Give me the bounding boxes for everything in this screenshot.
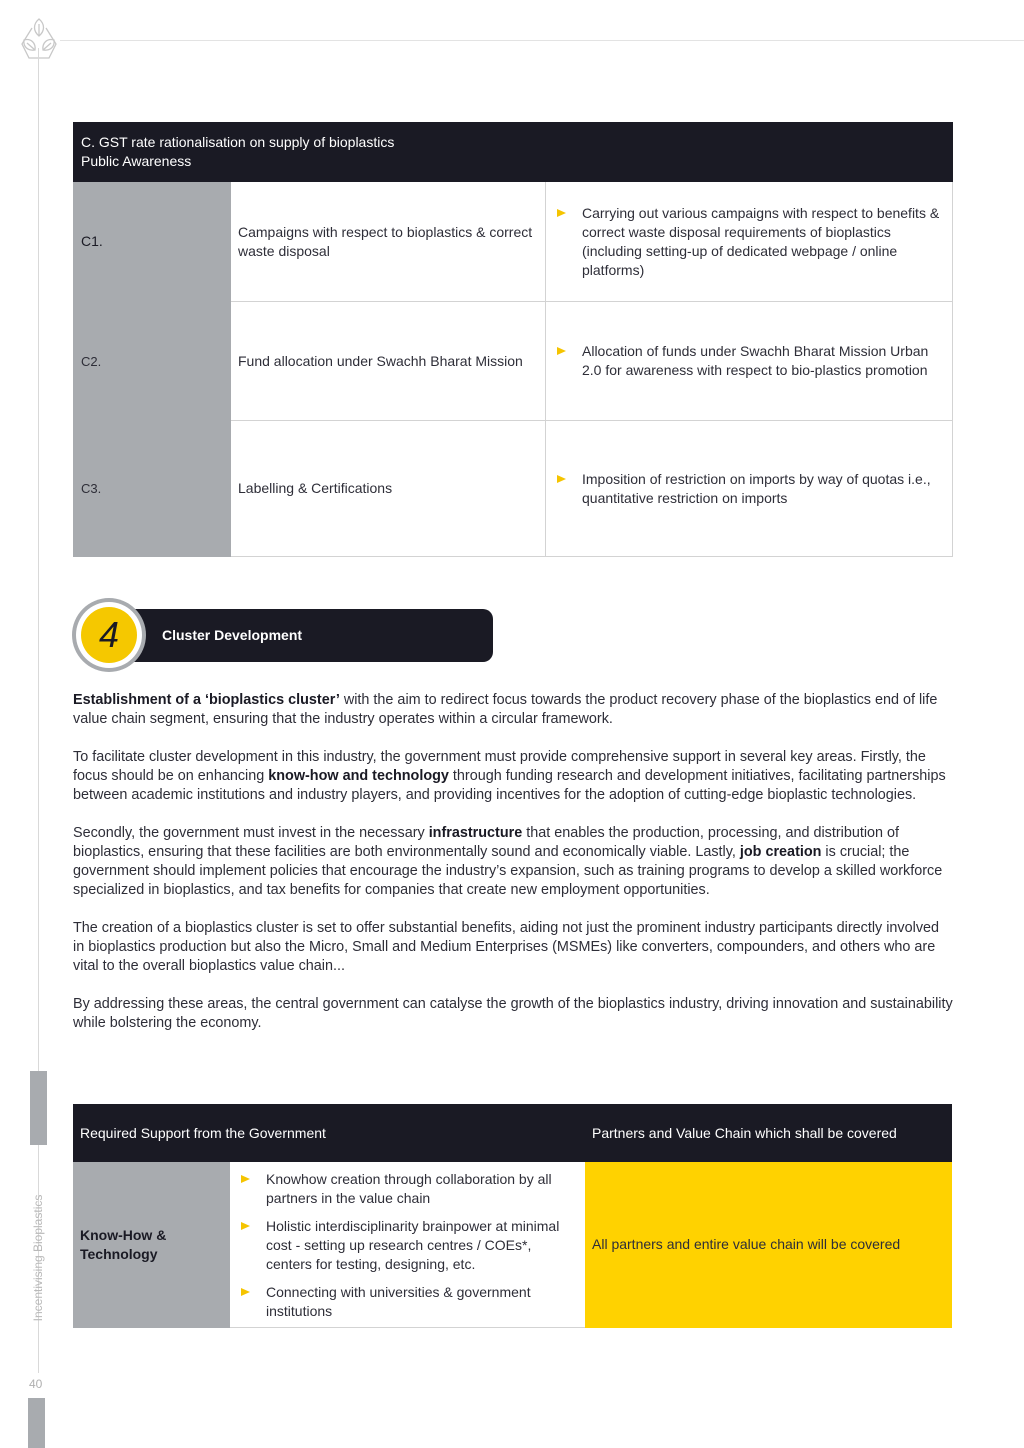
bullet-list bbox=[553, 470, 945, 508]
row-title: Labelling & Certifications bbox=[231, 421, 546, 557]
recycle-leaf-logo-icon bbox=[14, 16, 64, 62]
table-header-title: C. GST rate rationalisation on supply of bioplastics bbox=[81, 134, 395, 150]
paragraph: To facilitate cluster development in this industry, the government must provide comprehensive support in several key areas. Firstly, the focus should be on enhancing know-how and technology through funding research and development initiatives, facilitating partnerships between academic institutions and industry players, and providing incentives for the adoption of cutting-edge bioplastic technologies. bbox=[73, 749, 946, 803]
triangle-bullet-icon bbox=[241, 1222, 250, 1230]
triangle-bullet-icon bbox=[557, 475, 566, 483]
table-row bbox=[74, 302, 953, 421]
body-copy bbox=[73, 691, 953, 1052]
bullet-item: Holistic interdisciplinarity brainpower at minimal cost - setting up research centres / COEs*, centers for testing, designing, etc. bbox=[237, 1217, 577, 1274]
paragraph: The creation of a bioplastics cluster is set to offer substantial benefits, aiding not just the prominent industry participants directly involved in bioplastics production but also the Micro, Small and Medium Enterprises (MSMEs) like converters, compounders, and others who are vital to the overall bioplastics value chain... bbox=[73, 920, 940, 974]
coverage-cell: All partners and entire value chain will be covered bbox=[585, 1162, 952, 1328]
header-rule bbox=[60, 40, 1024, 41]
triangle-bullet-icon bbox=[241, 1288, 250, 1296]
table-row bbox=[73, 1162, 952, 1328]
header-right: Partners and Value Chain which shall be covered bbox=[585, 1104, 952, 1162]
public-awareness-table bbox=[73, 122, 953, 557]
table-row bbox=[74, 182, 953, 302]
triangle-bullet-icon bbox=[557, 209, 566, 217]
triangle-bullet-icon bbox=[241, 1175, 250, 1183]
paragraph: Secondly, the government must invest in the necessary infrastructure that enables the production, processing, and distribution of bioplastics, ensuring that these facilities are both environmentally sound and economically viable. Lastly, job creation is crucial; the government should implement policies that encourage the industry’s expansion, such as training programs to develop a skilled workforce specialized in bioplastics, and tax benefits for companies that create new employment opportunities. bbox=[73, 825, 943, 898]
section-number: 4 bbox=[98, 614, 120, 655]
side-accent-block bbox=[30, 1071, 47, 1145]
support-table bbox=[73, 1104, 952, 1328]
bullet-list bbox=[237, 1170, 577, 1321]
bullet-item: Allocation of funds under Swachh Bharat Mission Urban 2.0 for awareness with respect to bio-plastics promotion bbox=[553, 342, 945, 380]
section-title: Cluster Development bbox=[162, 627, 303, 643]
bullet-item: Imposition of restriction on imports by way of quotas i.e., quantitative restriction on imports bbox=[553, 470, 945, 508]
table-row bbox=[74, 421, 953, 557]
row-code: C1. bbox=[81, 233, 103, 249]
row-label: Know-How & Technology bbox=[73, 1162, 230, 1328]
table-header-row bbox=[73, 1104, 952, 1162]
row-code: C2. bbox=[81, 353, 102, 369]
row-code: C3. bbox=[81, 481, 102, 496]
table-header-subtitle: Public Awareness bbox=[81, 153, 192, 169]
running-title: Incentivising Bioplastics bbox=[31, 1194, 45, 1322]
table-header-cell bbox=[74, 123, 953, 182]
triangle-bullet-icon bbox=[557, 347, 566, 355]
side-accent-block-bottom bbox=[28, 1398, 45, 1448]
side-rule bbox=[38, 48, 39, 1373]
row-title: Campaigns with respect to bioplastics & correct waste disposal bbox=[231, 182, 546, 302]
row-title: Fund allocation under Swachh Bharat Mission bbox=[231, 302, 546, 421]
table-header-row bbox=[74, 123, 953, 182]
paragraph: By addressing these areas, the central government can catalyse the growth of the bioplastics industry, driving innovation and sustainability while bolstering the economy. bbox=[73, 996, 953, 1031]
paragraph: Establishment of a ‘bioplastics cluster’ with the aim to redirect focus towards the product recovery phase of the bioplastics end of life value chain segment, ensuring that the industry operates within a circular framework. bbox=[73, 692, 938, 727]
page-number: 40 bbox=[29, 1377, 43, 1391]
header-left: Required Support from the Government bbox=[73, 1104, 585, 1162]
bullet-list bbox=[553, 342, 945, 380]
bullet-item: Carrying out various campaigns with respect to benefits & correct waste disposal requirements of bioplastics (including setting-up of dedicated webpage / online platforms) bbox=[553, 204, 945, 280]
bullet-item: Knowhow creation through collaboration by all partners in the value chain bbox=[237, 1170, 577, 1208]
bullet-item: Connecting with universities & government institutions bbox=[237, 1283, 577, 1321]
bullet-list bbox=[553, 204, 945, 280]
